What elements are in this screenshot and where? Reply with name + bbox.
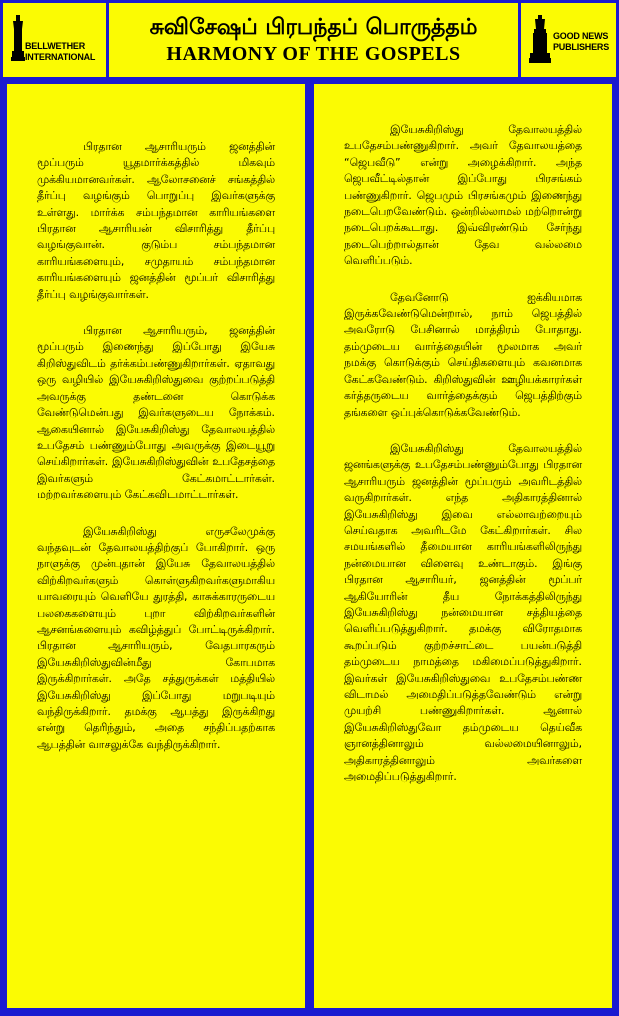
bellwether-logo <box>3 3 106 77</box>
bellwether-logo-text <box>25 41 95 63</box>
good-news-logo <box>521 3 616 77</box>
paragraph: பிரதான ஆசாரியரும் ஜனத்தின் மூப்பரும் யூதமார்க்கத்தில் மிகவும் முக்கியமானவர்கள். ஆலோசனைச் சங்கத்தில் தீர்ப்பு வழங்கும் பொறுப்பு இவர்களுக்கு உள்ளது. மார்க்க சம்பந்தமான காரியங்களை பிரதான ஆசாரியன் விசாரித்து தீர்ப்பு வழங்குவான். குடும்ப சம்பந்தமான காரியங்களையும், சமுதாயம் சம்பந்தமான காரியங்களையும் ஜனத்தின் மூப்பர் விசாரித்து தீர்ப்பு வழங்குவார்கள். <box>37 140 275 301</box>
logo-line-2: PUBLISHERS <box>553 42 610 52</box>
paragraph: பிரதான ஆசாரியரும், ஜனத்தின் மூப்பரும் இணைந்து இப்போது இயேசு கிறிஸ்துவிடம் தர்க்கம்பண்ணுகிறார்கள். ஏதாவது ஒரு வழியில் இயேசுகிறிஸ்துவை குற்றப்படுத்தி அவருக்கு தண்டனை கொடுக்க வேண்டுமென்பது இவர்களுடைய நோக்கம். ஆகையினால் இயேசுகிறிஸ்து தேவாலயத்தில் உபதேசம் பண்ணும்போது அவருக்கு இடையூறு செய்கிறார்கள். இயேசுகிறிஸ்துவின் உபதேசத்தை இவர்களும் கேட்கமாட்டார்கள். மற்றவர்களையும் கேட்கவிடமாட்டார்கள். <box>37 324 275 502</box>
left-column <box>5 82 307 1010</box>
title-box <box>109 3 518 77</box>
paragraph: இயேசுகிறிஸ்து தேவாலயத்தில் ஜனங்களுக்கு உபதேசம்பண்ணும்போது பிரதான ஆசாரியரும் ஜனத்தின் மூப்பரும் அவரிடத்தில் வருகிறார்கள். எந்த அதிகாரத்தினால் இயேசுகிறிஸ்து இவை எல்லாவற்றையும் செய்வதாக அவரிடமே கேட்கிறார்கள். சில சமயங்களில் தீமையான காரியங்களிலிருந்து நன்மையான விளைவு உண்டாகும். இங்கு பிரதான ஆசாரியர், ஜனத்தின் மூப்பர் ஆகியோரின் தீய நோக்கத்திலிருந்து இயேசுகிறிஸ்து நன்மையான சத்தியத்தை வெளிப்படுத்துகிறார். தமக்கு விரோதமாக கூறப்படும் குற்றச்சாட்டை பயன்படுத்தி தம்முடைய நாமத்தை மகிமைப்படுத்துகிறார். இவர்கள் இயேசுகிறிஸ்துவை உபதேசம்பண்ண விடாமல் அமைதிப்படுத்தவேண்டும் என்று முயற்சி பண்ணுகிறார்கள். ஆனால் இயேசுகிறிஸ்துவோ தம்முடைய தெய்வீக ஞானத்தினாலும் வல்லமையினாலும், அதிகாரத்தினாலும் அவர்களை அமைதிப்படுத்துகிறார். <box>344 441 582 784</box>
title-tamil: சுவிசேஷப் பிரபந்தப் பொருத்தம் <box>149 14 478 40</box>
logo-line-1: BELLWETHER <box>25 41 85 51</box>
logo-line-1: GOOD NEWS <box>553 31 609 41</box>
paragraph: இயேசுகிறிஸ்து தேவாலயத்தில் உபதேசம்பண்ணுகிறார். அவர் தேவாலயத்தை “ஜெபவீடு” என்று அழைக்கிறார். அந்த ஜெபவீட்டில்தான் இப்போது பிரசங்கம் பண்ணுகிறார். ஜெபமும் பிரசங்கமும் இணைந்து நடைபெறவேண்டும். ஒன்றில்லாமல் மற்றொன்று நடைபெறக்கூடாது. இவ்விரண்டும் சேர்ந்து நடைபெற்றால்தான் தேவ வல்லமை வெளிப்படும். <box>344 123 582 268</box>
left-column-text <box>37 139 275 773</box>
paragraph: தேவனோடு ஐக்கியமாக இருக்கவேண்டுமென்றால், நாம் ஜெபத்தில் அவரோடு பேசினால் மாத்திரம் போதாது. தம்முடைய வார்த்தையின் மூலமாக அவர் நமக்கு கொடுக்கும் செய்திகளையும் கவனமாக கேட்கவேண்டும். கிறிஸ்துவின் ஊழியக்காரர்கள் கர்த்தருடைய வார்த்தைக்கும் ஜெபத்திற்கும் தங்களை ஒப்புக்கொடுக்கவேண்டும். <box>344 290 582 419</box>
church-icon <box>529 15 551 63</box>
logo-line-2: INTERNATIONAL <box>25 52 96 62</box>
title-english: HARMONY OF THE GOSPELS <box>166 43 461 65</box>
good-news-logo-text <box>553 31 609 53</box>
right-column <box>312 82 614 1010</box>
right-column-text <box>344 122 582 805</box>
bell-tower-icon <box>11 15 25 61</box>
paragraph: இயேசுகிறிஸ்து எருசலேமுக்கு வந்தவுடன் தேவாலயத்திற்குப் போகிறார். ஒரு நாளுக்கு முன்புதான் இயேசு தேவாலயத்தில் விற்கிறவர்களும் கொள்ளுகிறவர்களுமாகிய யாவரையும் வெளியே துரத்தி, காசுக்காரருடைய பலகைகளையும் புறா விற்கிறவர்களின் ஆசனங்களையும் கவிழ்த்துப் போட்டிருக்கிறார். பிரதான ஆசாரியரும், வேதபாரகரும் இயேசுகிறிஸ்துவின்மீது கோபமாக இருக்கிறார்கள். அதே சத்துருக்கள் மத்தியில் இயேசுகிறிஸ்து இப்போது மறுபடியும் வந்திருக்கிறார். தமக்கு ஆபத்து இருக்கிறது என்று தெரிந்தும், அதை சந்திப்பதற்காக ஆபத்தின் வாசலுக்கே வந்திருக்கிறார். <box>37 524 275 751</box>
header <box>3 3 616 77</box>
